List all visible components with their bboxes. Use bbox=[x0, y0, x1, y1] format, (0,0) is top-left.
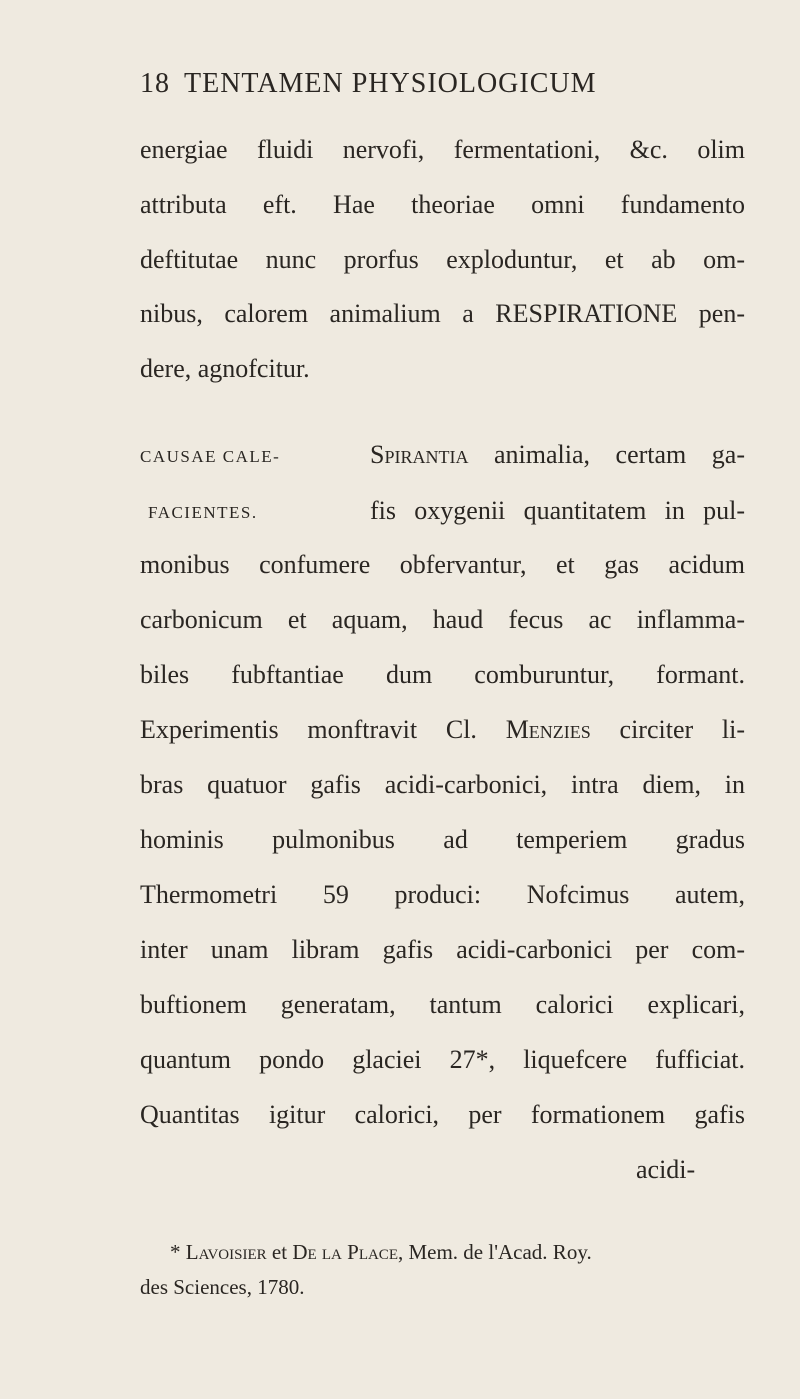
text-segment: circiter li- bbox=[590, 715, 745, 744]
text-line: biles fubftantiae dum comburuntur, formant. bbox=[140, 660, 745, 689]
text-line: inter unam libram gafis acidi-carbonici per com- bbox=[140, 935, 745, 964]
text-line: carbonicum et aquam, haud fecus ac inflamma- bbox=[140, 605, 745, 634]
text-segment: pen- bbox=[677, 299, 745, 328]
text-line: quantum pondo glaciei 27*, liquefcere fufficiat. bbox=[140, 1045, 745, 1074]
text-segment: nibus, calorem animalium a bbox=[140, 299, 496, 328]
text-line: attributa eft. Hae theoriae omni fundamento bbox=[140, 190, 745, 219]
text-line bbox=[140, 299, 745, 329]
text-line bbox=[140, 715, 745, 745]
text-line: fis oxygenii quantitatem in pul- bbox=[370, 496, 745, 525]
text-line: hominis pulmonibus ad temperiem gradus bbox=[140, 825, 745, 854]
footnote-author: Lavoisier bbox=[185, 1240, 267, 1264]
page-number: 18 bbox=[140, 68, 170, 99]
footnote-line2: des Sciences, 1780. bbox=[140, 1275, 305, 1299]
running-header bbox=[140, 68, 740, 100]
footnote-author2: De la Place bbox=[292, 1240, 398, 1264]
text-line: dere, agnofcitur. bbox=[140, 354, 310, 383]
text-line: bras quatuor gafis acidi-carbonici, intra diem, in bbox=[140, 770, 745, 799]
catchword: acidi- bbox=[636, 1155, 696, 1184]
text-segment: , Mem. de l'Acad. Roy. bbox=[397, 1240, 592, 1264]
footnote-line1 bbox=[170, 1240, 592, 1265]
marginal-heading-line1: CAUSAE CALE- bbox=[140, 447, 281, 466]
text-line: Thermometri 59 produci: Nofcimus autem, bbox=[140, 880, 745, 909]
text-line: monibus confumere obfervantur, et gas acidum bbox=[140, 550, 745, 579]
marginal-heading-line2: FACIENTES. bbox=[148, 503, 258, 522]
text-line: deftitutae nunc prorfus exploduntur, et ab om- bbox=[140, 245, 745, 274]
text-segment: Experimentis monftravit Cl. bbox=[140, 715, 506, 744]
small-caps-term: Menzies bbox=[505, 715, 591, 744]
footnote-mark: * bbox=[170, 1240, 186, 1264]
text-segment: animalia, certam ga- bbox=[468, 440, 745, 469]
page-title: TENTAMEN PHYSIOLOGICUM bbox=[184, 68, 597, 99]
text-line: Quantitas igitur calorici, per formationem gafis bbox=[140, 1100, 745, 1129]
text-line: energiae fluidi nervofi, fermentationi, &c. olim bbox=[140, 135, 745, 164]
small-caps-term: Spirantia bbox=[370, 440, 469, 469]
text-segment: et bbox=[266, 1240, 293, 1264]
text-line bbox=[370, 440, 745, 470]
text-line: buftionem generatam, tantum calorici explicari, bbox=[140, 990, 745, 1019]
small-caps-term: RESPIRATIONE bbox=[495, 299, 678, 328]
